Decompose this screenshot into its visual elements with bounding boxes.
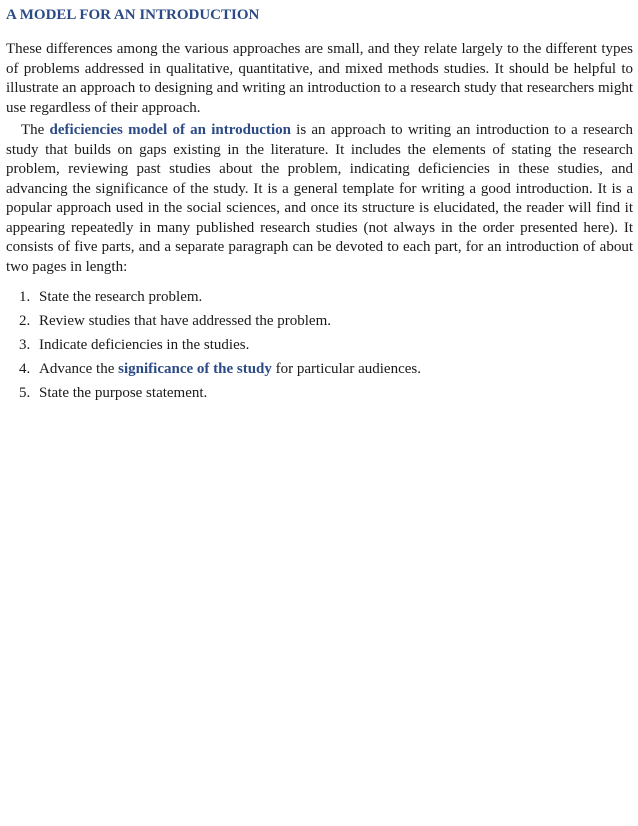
paragraph-deficiencies-model (6, 121, 633, 277)
list-item-number: 2. (19, 313, 31, 329)
list-item-text: Review studies that have addressed the problem. (39, 313, 332, 329)
list-item (6, 288, 633, 306)
list-item-number: 3. (19, 337, 31, 353)
paragraph-differences: These differences among the various approaches are small, and they relate largely to the different types of problems addressed in qualitative, quantitative, and mixed methods studies. It should be helpful to illustrate an approach to designing and writing an introduction to a research study that researchers might use regardless of their approach. (6, 41, 633, 116)
key-term-significance: significance of the study (118, 361, 272, 377)
list-item (6, 336, 633, 354)
list-item-number: 1. (19, 289, 31, 305)
list-item (6, 312, 633, 330)
introduction-parts-list (6, 288, 633, 402)
paragraph-body: is an approach to writing an introduction to a research study that builds on gaps existing in the literature. It includes the elements of stating the research problem, reviewing past studies about the problem, indicating deficiencies in these studies, and advancing the significance of the study. It is a general template for writing a good introduction. It is a popular approach used in the social sciences, and once its structure is elucidated, the reader will find it appearing repeatedly in many published research studies (not always in the order presented here). It consists of five parts, and a separate paragraph can be devoted to each part, for an introduction of about two pages in length: (6, 122, 633, 275)
list-item-number: 4. (19, 361, 31, 377)
paragraph-lead: The (21, 122, 50, 138)
list-item-text: State the purpose statement. (39, 385, 208, 401)
list-item (6, 360, 633, 378)
section-heading: A MODEL FOR AN INTRODUCTION (6, 7, 260, 23)
key-term-deficiencies-model: deficiencies model of an introduction (49, 122, 291, 138)
list-item-text-after: for particular audiences. (271, 361, 421, 377)
list-item (6, 384, 633, 402)
list-item-text: State the research problem. (39, 289, 203, 305)
document-page (6, 5, 633, 408)
list-item-text: Indicate deficiencies in the studies. (39, 337, 250, 353)
list-item-text-before: Advance the (39, 361, 119, 377)
list-item-number: 5. (19, 385, 31, 401)
